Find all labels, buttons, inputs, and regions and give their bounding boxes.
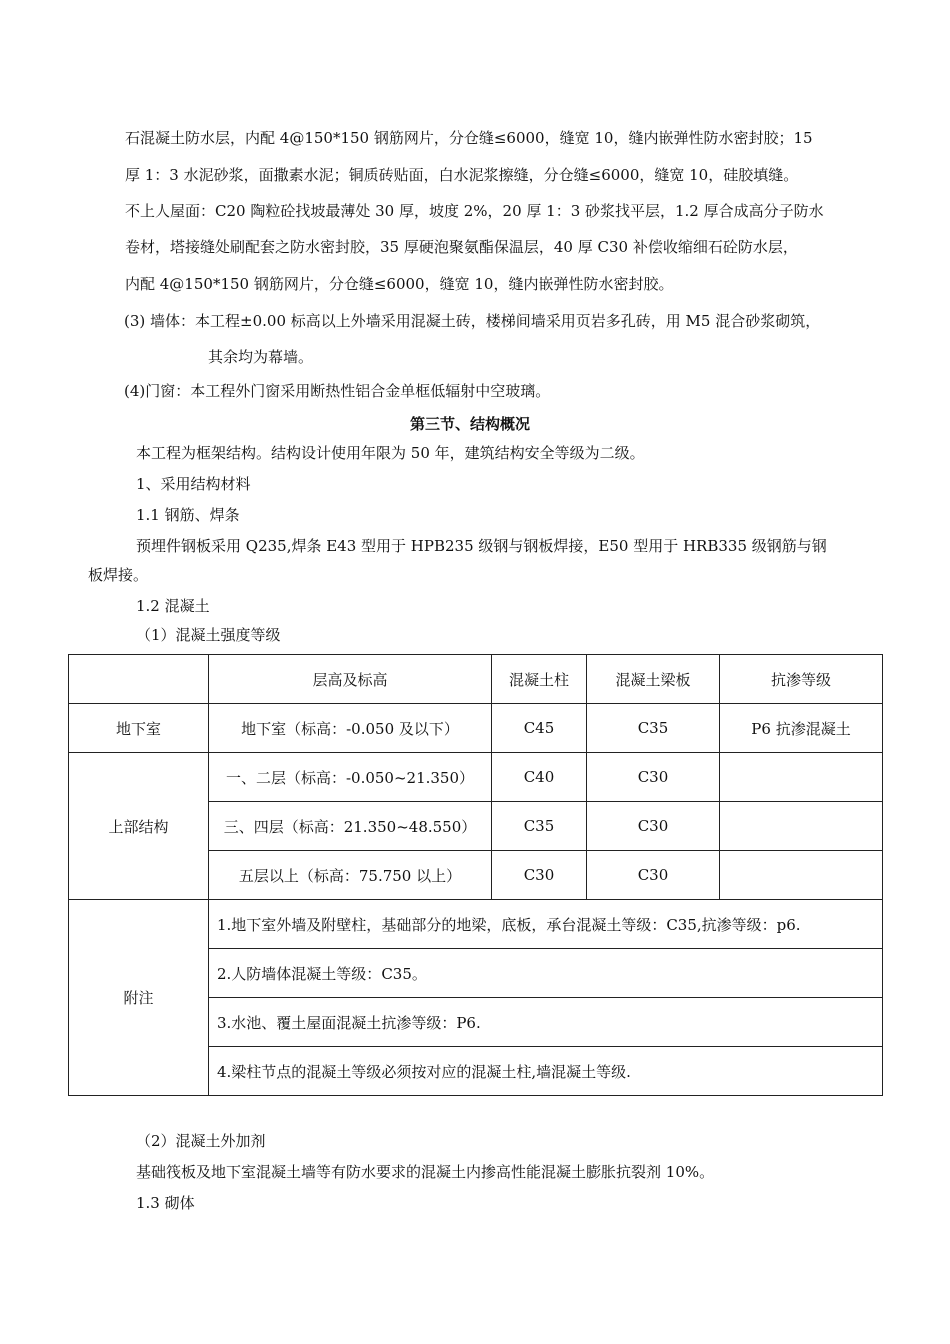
group-upper-structure: 上部结构 — [69, 753, 209, 900]
table-row — [69, 900, 883, 949]
header-concrete-column: 混凝土柱 — [492, 655, 587, 704]
concrete-grade-table — [68, 654, 883, 1096]
header-impermeability-grade: 抗渗等级 — [720, 655, 883, 704]
wall-paragraph-continuation: 其余均为幕墙。 — [208, 348, 314, 366]
roof-paragraph-line-3: 不上人屋面：C20 陶粒砼找坡最薄处 30 厚，坡度 2%，20 厚 1：3 砂浆找平层，1.2 厚合成高分子防水 — [125, 202, 824, 220]
note-item: 2.人防墙体混凝土等级：C35。 — [209, 949, 883, 998]
group-notes: 附注 — [69, 900, 209, 1096]
group-basement: 地下室 — [69, 704, 209, 753]
cell-column-grade: C40 — [492, 753, 587, 802]
cell-beam-grade: C30 — [587, 753, 720, 802]
steel-text-line-2: 板焊接。 — [88, 566, 149, 584]
roof-paragraph-line-2: 厚 1：3 水泥砂浆，面撒素水泥；铜质砖贴面，白水泥浆擦缝，分仓缝≤6000，缝宽 10，硅胶填缝。 — [125, 166, 799, 184]
cell-level: 五层以上（标高：75.750 以上） — [209, 851, 492, 900]
header-cell-empty — [69, 655, 209, 704]
table-row — [69, 753, 883, 802]
wall-paragraph: (3) 墙体：本工程±0.00 标高以上外墙采用混凝土砖，楼梯间墙采用页岩多孔砖，用 M5 混合砂浆砌筑， — [124, 312, 821, 330]
item-masonry: 1.3 砌体 — [136, 1194, 195, 1212]
cell-beam-grade: C35 — [587, 704, 720, 753]
table-row — [69, 704, 883, 753]
item-concrete-strength-grade: （1）混凝土强度等级 — [136, 626, 281, 644]
cell-impermeability: P6 抗渗混凝土 — [720, 704, 883, 753]
cell-impermeability — [720, 753, 883, 802]
cell-column-grade: C45 — [492, 704, 587, 753]
cell-column-grade: C35 — [492, 802, 587, 851]
cell-column-grade: C30 — [492, 851, 587, 900]
note-item: 3.水池、覆土屋面混凝土抗渗等级：P6. — [209, 998, 883, 1047]
item-structural-materials: 1、采用结构材料 — [136, 475, 251, 493]
cell-level: 一、二层（标高：-0.050~21.350） — [209, 753, 492, 802]
header-concrete-beam-slab: 混凝土梁板 — [587, 655, 720, 704]
door-window-paragraph: (4)门窗：本工程外门窗采用断热性铝合金单框低辐射中空玻璃。 — [124, 382, 551, 400]
cell-impermeability — [720, 851, 883, 900]
cell-impermeability — [720, 802, 883, 851]
cell-beam-grade: C30 — [587, 802, 720, 851]
header-level-elevation: 层高及标高 — [209, 655, 492, 704]
section-title: 第三节、结构概况 — [410, 415, 531, 433]
cell-beam-grade: C30 — [587, 851, 720, 900]
cell-level: 三、四层（标高：21.350~48.550） — [209, 802, 492, 851]
note-item: 1.地下室外墙及附壁柱，基础部分的地梁，底板，承台混凝土等级：C35,抗渗等级：p6. — [209, 900, 883, 949]
table-header-row — [69, 655, 883, 704]
roof-paragraph-line-1: 石混凝土防水层，内配 4@150*150 钢筋网片，分仓缝≤6000，缝宽 10，缝内嵌弹性防水密封胶；15 — [125, 129, 813, 147]
steel-text-line-1: 预埋件钢板采用 Q235,焊条 E43 型用于 HPB235 级钢与钢板焊接，E50 型用于 HRB335 级钢筋与钢 — [136, 537, 827, 555]
admixture-text: 基础筏板及地下室混凝土墙等有防水要求的混凝土内掺高性能混凝土膨胀抗裂剂 10%。 — [136, 1163, 715, 1181]
item-concrete: 1.2 混凝土 — [136, 597, 210, 615]
roof-paragraph-line-4: 卷材，塔接缝处刷配套之防水密封胶，35 厚硬泡聚氨酯保温层，40 厚 C30 补偿收缩细石砼防水层， — [125, 238, 798, 256]
item-rebar-electrode: 1.1 钢筋、焊条 — [136, 506, 240, 524]
roof-paragraph-line-5: 内配 4@150*150 钢筋网片，分仓缝≤6000，缝宽 10，缝内嵌弹性防水密封胶。 — [125, 275, 674, 293]
admixture-title: （2）混凝土外加剂 — [136, 1132, 266, 1150]
note-item: 4.梁柱节点的混凝土等级必须按对应的混凝土柱,墙混凝土等级. — [209, 1047, 883, 1096]
cell-level: 地下室（标高：-0.050 及以下） — [209, 704, 492, 753]
structure-intro: 本工程为框架结构。结构设计使用年限为 50 年，建筑结构安全等级为二级。 — [136, 444, 645, 462]
